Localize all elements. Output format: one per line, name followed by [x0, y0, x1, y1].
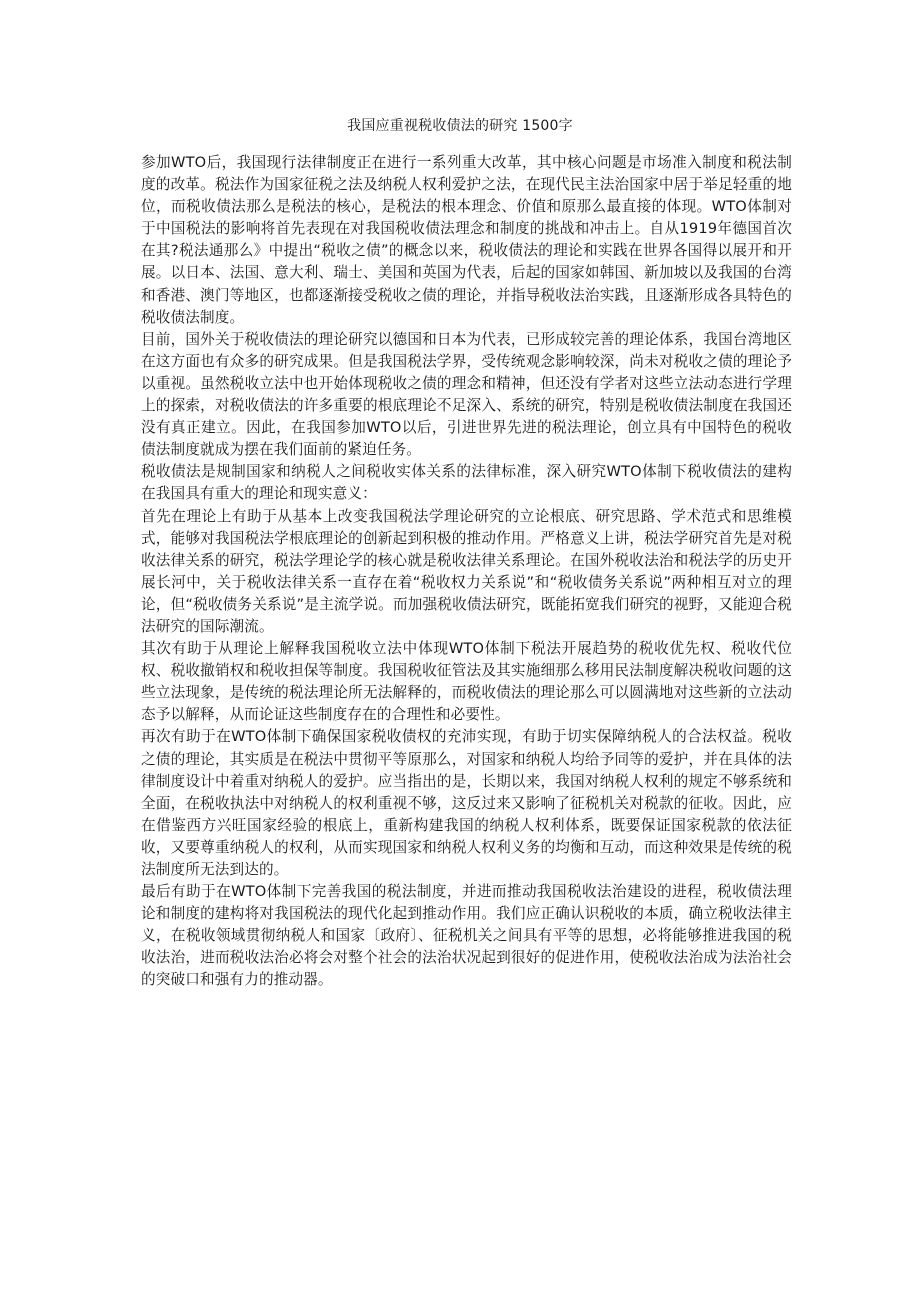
document-title: 我国应重视税收债法的研究 1500字	[347, 118, 573, 134]
paragraph: 首先在理论上有助于从基本上改变我国税法学理论研究的立论根底、研究思路、学术范式和思维模式，能够对我国税法学根底理论的创新起到积极的推动作用。严格意义上讲，税法学研究首先是对税收法律关系的研究，税法学理论学的核心就是税收法律关系理论。在国外税收法治和税法学的历史开展长河中，关于税收法律关系一直存在着“税收权力关系说”和“税收债务关系说”两种相互对立的理论，但“税收债务关系说”是主流学说。而加强税收债法研究，既能拓宽我们研究的视野，又能迎合税法研究的国际潮流。	[141, 507, 792, 635]
paragraph: 最后有助于在WTO体制下完善我国的税法制度，并进而推动我国税收法治建设的进程，税收债法理论和制度的建构将对我国税法的现代化起到推动作用。我们应正确认识税收的本质，确立税收法律主义，在税收领域贯彻纳税人和国家〔政府〕、征税机关之间具有平等的思想，必将能够推进我国的税收法治，进而税收法治必将会对整个社会的法治状况起到很好的促进作用，使税收法治成为法治社会的突破口和强有力的推动器。	[141, 883, 792, 989]
paragraph: 其次有助于从理论上解释我国税收立法中体现WTO体制下税法开展趋势的税收优先权、税收代位权、税收撤销权和税收担保等制度。我国税收征管法及其实施细那么移用民法制度解决税收问题的这些立法现象，是传统的税法理论所无法解释的，而税收债法的理论那么可以圆满地对这些新的立法动态予以解释，从而论证这些制度存在的合理性和必要性。	[141, 640, 792, 724]
paragraph: 税收债法是规制国家和纳税人之间税收实体关系的法律标准，深入研究WTO体制下税收债法的建构在我国具有重大的理论和现实意义：	[141, 463, 792, 503]
paragraph: 参加WTO后，我国现行法律制度正在进行一系列重大改革，其中核心问题是市场准入制度和税法制度的改革。税法作为国家征税之法及纳税人权利爱护之法，在现代民主法治国家中居于举足轻重的地位，而税收债法那么是税法的核心，是税法的根本理念、价值和原那么最直接的体现。WTO体制对于中国税法的影响将首先表现在对我国税收债法理念和制度的挑战和冲击上。自从1919年德国首次在其?税法通那么》中提出“税收之债”的概念以来，税收债法的理论和实践在世界各国得以展开和开展。以日本、法国、意大利、瑞士、美国和英国为代表，后起的国家如韩国、新加坡以及我国的台湾和香港、澳门等地区，也都逐渐接受税收之债的理论，并指导税收法治实践，且逐渐形成各具特色的税收债法制度。	[141, 154, 792, 326]
document-body	[141, 152, 792, 992]
paragraph: 再次有助于在WTO体制下确保国家税收债权的充沛实现，有助于切实保障纳税人的合法权益。税收之债的理论，其实质是在税法中贯彻平等原那么，对国家和纳税人均给予同等的爱护，并在具体的法律制度设计中着重对纳税人的爱护。应当指出的是，长期以来，我国对纳税人权利的规定不够系统和全面，在税收执法中对纳税人的权利重视不够，这反过来又影响了征税机关对税款的征收。因此，应在借鉴西方兴旺国家经验的根底上，重新构建我国的纳税人权利体系，既要保证国家税款的依法征收，又要尊重纳税人的权利，从而实现国家和纳税人权利义务的均衡和互动，而这种效果是传统的税法制度所无法到达的。	[141, 728, 792, 878]
paragraph: 目前，国外关于税收债法的理论研究以德国和日本为代表，已形成较完善的理论体系，我国台湾地区在这方面也有众多的研究成果。但是我国税法学界，受传统观念影响较深，尚未对税收之债的理论予以重视。虽然税收立法中也开始体现税收之债的理念和精神，但还没有学者对这些立法动态进行学理上的探索，对税收债法的许多重要的根底理论不足深入、系统的研究，特别是税收债法制度在我国还没有真正建立。因此，在我国参加WTO以后，引进世界先进的税法理论，创立具有中国特色的税收债法制度就成为摆在我们面前的紧迫任务。	[141, 330, 792, 459]
